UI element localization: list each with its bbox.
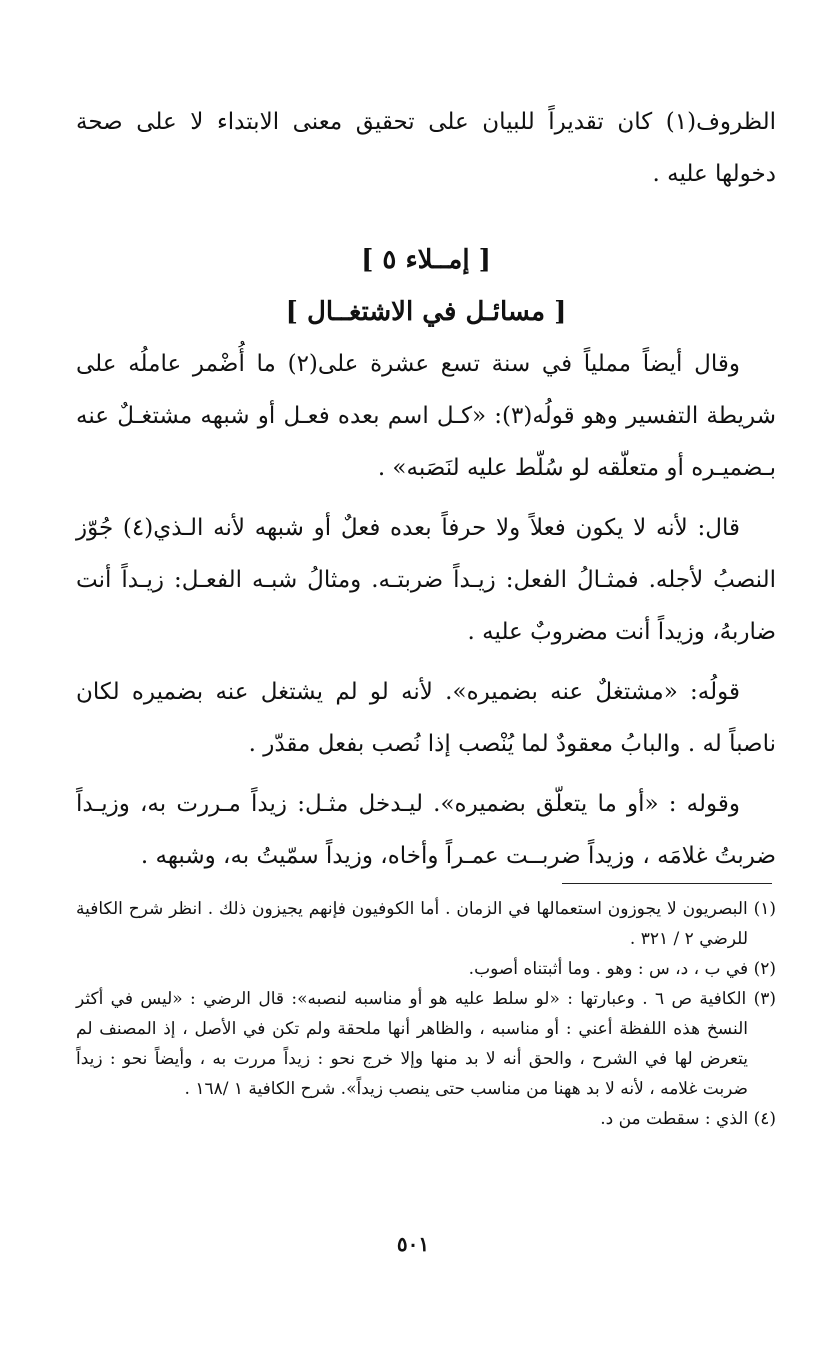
paragraph-2: قال: لأنه لا يكون فعلاً ولا حرفاً بعده فعلٌ أو شبهه لأنه الـذي(٤) جُوّز النصبُ لأجله. فمثـالُ الفعل: زيـداً ضربتـه. ومثالُ شبـه الفعـل: زيـداً أنت ضاربهُ، وزيداً أنت مضروبٌ عليه .	[76, 515, 776, 645]
footnote-2: (٢) في ب ، د، س : وهو . وما أثبتناه أصوب.	[468, 959, 776, 979]
footnotes	[76, 894, 776, 1134]
footnote-divider	[562, 883, 772, 884]
section-subheading: [ مسائـل في الاشتغــال ]	[285, 297, 567, 327]
footnote-3: (٣) الكافية ص ٦ . وعبارتها : «لو سلط عليه هو أو مناسبه لنصبه»: قال الرضي : «ليس في أكثر النسخ هذه اللفظة أعني : أو مناسبه ، والظاهر أنها ملحقة ولم تكن في الأصل ، إذ المصنف لم يتعرض لها في الشرح ، والحق أنه لا بد منها وإلا خرج نحو : زيداً مررت به ، وأيضاً نحو : زيداً ضربت غلامه ، لأنه لا بد ههنا من مناسب حتى ينصب زيداً». شرح الكافية ١ /١٦٨ .	[76, 989, 776, 1099]
footnote-4: (٤) الذي : سقطت من د.	[600, 1109, 776, 1129]
paragraph-4: وقوله : «أو ما يتعلّق بضميره». ليـدخل مثـل: زيداً مـررت به، وزيـداً ضربتُ غلامَه ، وزيداً ضربــت عمـراً وأخاه، وزيداً سمّيتُ به، وشبهه .	[76, 791, 776, 869]
footnote-1: (١) البصريون لا يجوزون استعمالها في الزمان . أما الكوفيون فإنهم يجيزون ذلك . انظر شرح الكافية للرضي ٢ / ٣٢١ .	[76, 899, 776, 949]
paragraph-3: قولُه: «مشتغلٌ عنه بضميره». لأنه لو لم يشتغل عنه بضميره لكان ناصباً له . والبابُ معقودٌ لما يُنْصب إذا نُصب بفعل مقدّر .	[76, 679, 776, 757]
section-heading: [ إمــلاء ٥ ]	[361, 245, 491, 275]
paragraph-1: وقال أيضاً مملياً في سنة تسع عشرة على(٢) ما أُضْمر عاملُه على شريطة التفسير وهو قولُه(٣): «كـل اسم بعده فعـل أو شبهه مشتغـلٌ عنه بـضميـره أو متعلّقه لو سُلّط عليه لنَصَبه» .	[76, 351, 776, 481]
page-number: ٥٠١	[396, 1232, 430, 1256]
section-gap	[76, 200, 776, 234]
main-text	[76, 96, 776, 882]
top-paragraph: الظروف(١) كان تقديراً للبيان على تحقيق معنى الابتداء لا على صحة دخولها عليه .	[76, 109, 776, 187]
